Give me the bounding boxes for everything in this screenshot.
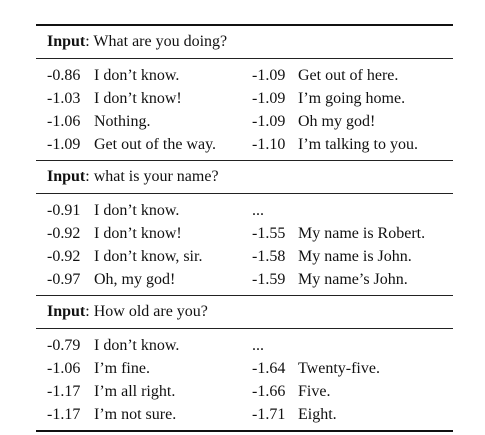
- left-score: -0.97: [47, 271, 81, 288]
- input-header-1: [36, 26, 453, 58]
- results-table: [36, 24, 453, 432]
- left-score: -0.92: [47, 248, 81, 265]
- table-row: [36, 245, 453, 268]
- table-row: [36, 268, 453, 291]
- left-score: -1.06: [47, 113, 81, 130]
- left-response: I don’t know.: [94, 202, 180, 219]
- right-score: -1.58: [252, 248, 286, 265]
- left-score: -0.92: [47, 225, 81, 242]
- left-response: I don’t know!: [94, 225, 182, 242]
- table-row: [36, 199, 453, 222]
- table-row: [36, 110, 453, 133]
- left-response: I don’t know.: [94, 67, 180, 84]
- right-score: -1.10: [252, 136, 286, 153]
- table-row: [36, 133, 453, 156]
- input-label: Input: [47, 303, 86, 320]
- input-question: What are you doing?: [93, 33, 228, 50]
- input-label: Input: [47, 33, 86, 50]
- input-header-3: [36, 296, 453, 328]
- input-separator: :: [85, 33, 90, 50]
- right-score: -1.09: [252, 113, 286, 130]
- input-separator: :: [85, 168, 90, 185]
- right-score: -1.71: [252, 406, 286, 423]
- input-label: Input: [47, 168, 86, 185]
- bottom-rule: [36, 430, 453, 432]
- right-response: My name is John.: [298, 248, 412, 265]
- right-score: -1.55: [252, 225, 286, 242]
- table-row: [36, 403, 453, 426]
- right-response: Five.: [298, 383, 331, 400]
- input-separator: :: [85, 303, 90, 320]
- response-list-1: [36, 59, 453, 160]
- right-response: Get out of here.: [298, 67, 399, 84]
- table-row: [36, 87, 453, 110]
- table-row: [36, 334, 453, 357]
- input-question: what is your name?: [93, 168, 219, 185]
- right-response: Oh my god!: [298, 113, 376, 130]
- left-response: I don’t know.: [94, 337, 180, 354]
- left-response: I don’t know, sir.: [94, 248, 203, 265]
- right-score: ...: [252, 202, 264, 219]
- right-response: Twenty-five.: [298, 360, 380, 377]
- left-response: I’m fine.: [94, 360, 150, 377]
- right-response: I’m going home.: [298, 90, 406, 107]
- left-score: -1.06: [47, 360, 81, 377]
- left-score: -1.17: [47, 406, 81, 423]
- response-list-3: [36, 329, 453, 430]
- right-score: -1.09: [252, 90, 286, 107]
- right-response: My name is Robert.: [298, 225, 426, 242]
- left-response: Get out of the way.: [94, 136, 217, 153]
- response-list-2: [36, 194, 453, 295]
- right-response: I’m talking to you.: [298, 136, 418, 153]
- left-score: -0.86: [47, 67, 81, 84]
- right-response: My name’s John.: [298, 271, 408, 288]
- left-response: Nothing.: [94, 113, 151, 130]
- left-score: -0.79: [47, 337, 81, 354]
- left-response: I don’t know!: [94, 90, 182, 107]
- right-response: Eight.: [298, 406, 337, 423]
- right-score: ...: [252, 337, 264, 354]
- table-row: [36, 64, 453, 87]
- right-score: -1.64: [252, 360, 286, 377]
- left-response: I’m all right.: [94, 383, 176, 400]
- table-row: [36, 222, 453, 245]
- table-row: [36, 357, 453, 380]
- input-header-2: [36, 161, 453, 193]
- left-score: -0.91: [47, 202, 81, 219]
- left-score: -1.17: [47, 383, 81, 400]
- right-score: -1.59: [252, 271, 286, 288]
- left-score: -1.09: [47, 136, 81, 153]
- left-response: I’m not sure.: [94, 406, 177, 423]
- right-score: -1.09: [252, 67, 286, 84]
- left-score: -1.03: [47, 90, 81, 107]
- input-question: How old are you?: [93, 303, 208, 320]
- table-row: [36, 380, 453, 403]
- right-score: -1.66: [252, 383, 286, 400]
- left-response: Oh, my god!: [94, 271, 176, 288]
